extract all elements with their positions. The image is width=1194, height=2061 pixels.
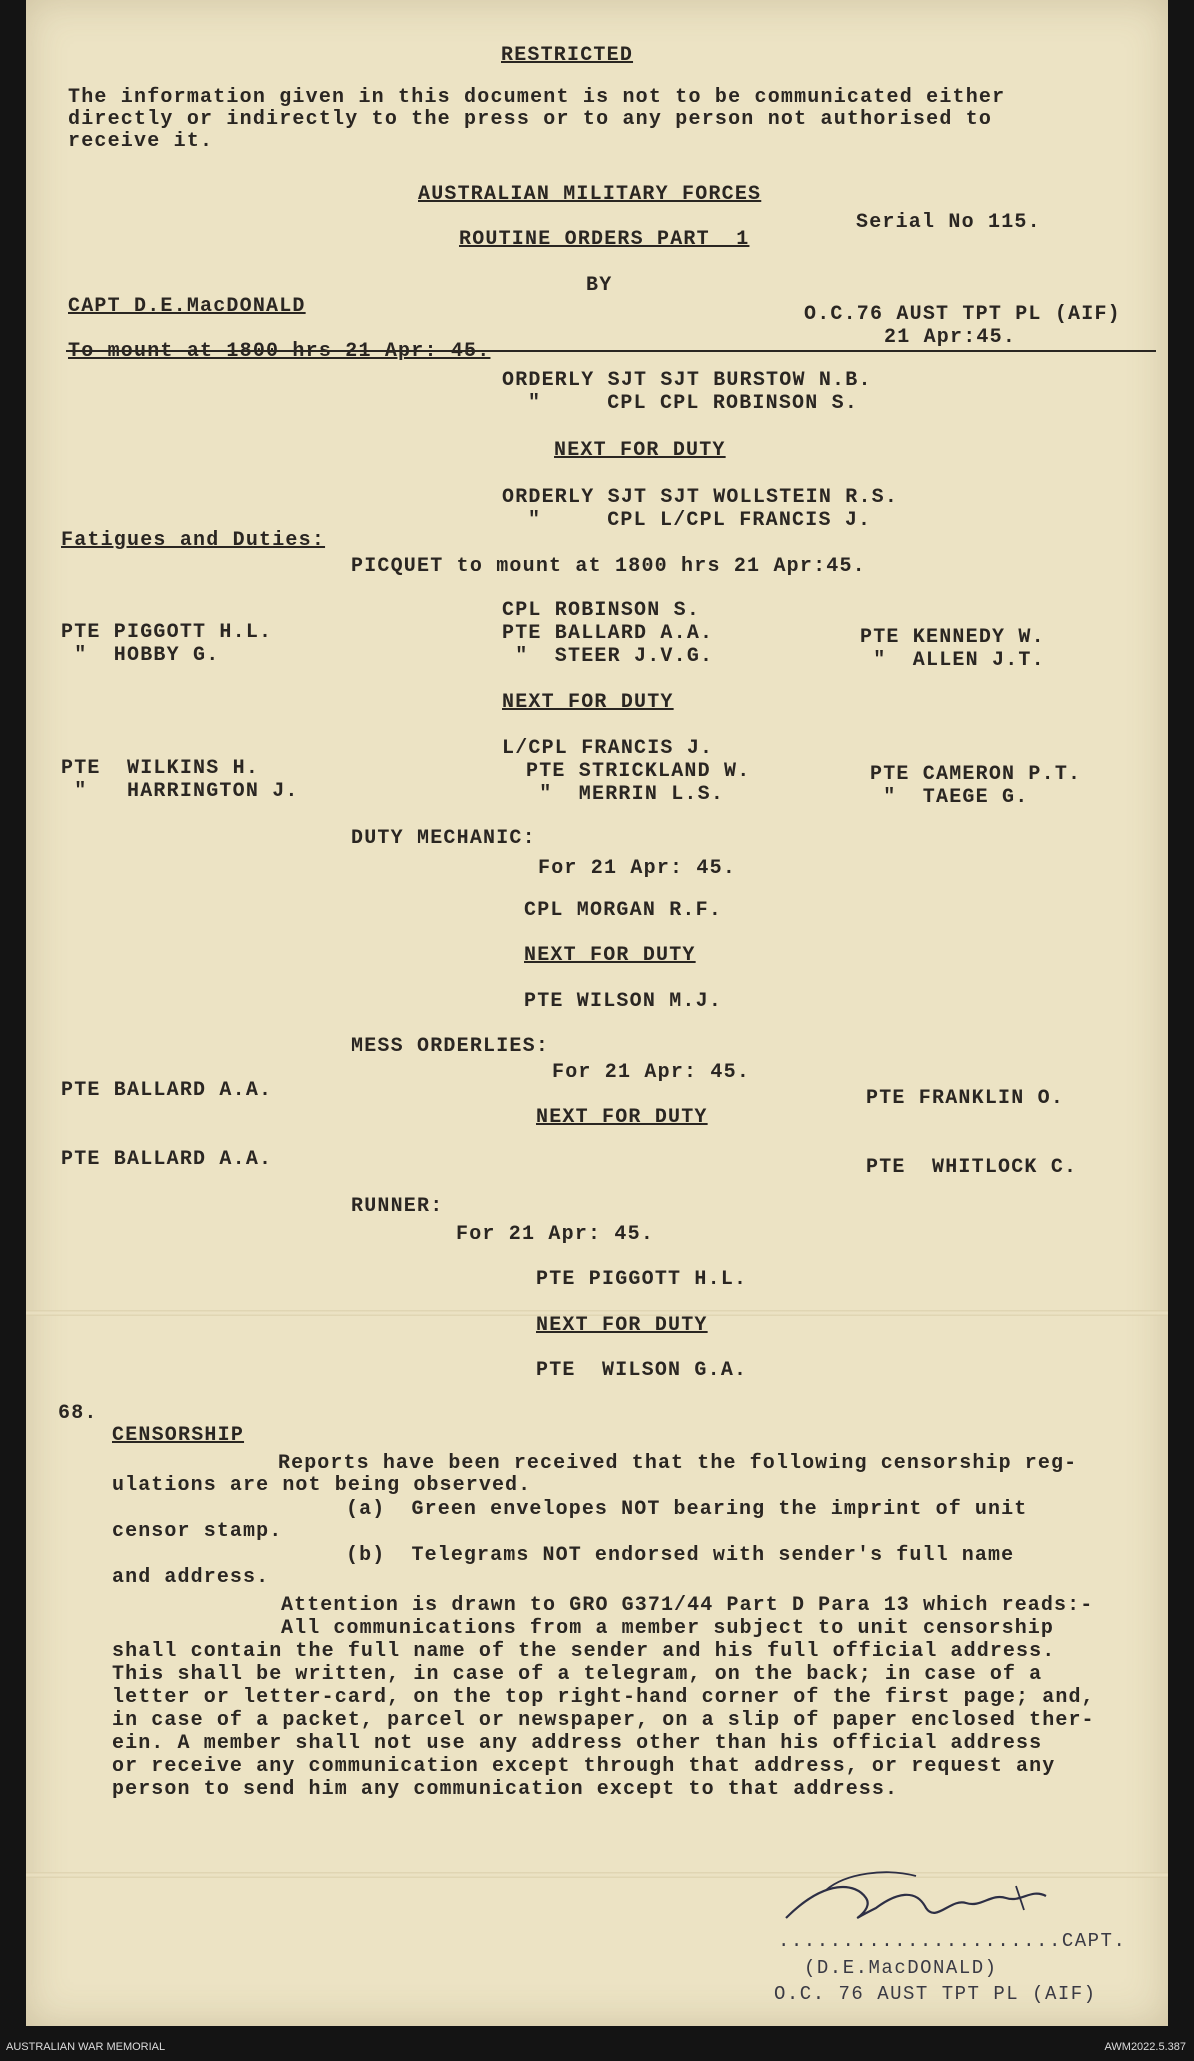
footer-institution: AUSTRALIAN WAR MEMORIAL: [6, 2041, 166, 2053]
next-picquet-mid-3: " MERRIN L.S.: [526, 783, 725, 806]
handwritten-signature: [766, 1868, 1096, 1938]
mount-line: To mount at 1800 hrs 21 Apr: 45.: [68, 340, 491, 363]
signature-line: ......................CAPT.: [778, 1930, 1127, 1952]
next-orderly-sjt: ORDERLY SJT SJT WOLLSTEIN R.S.: [502, 486, 899, 509]
orderly-sjt: ORDERLY SJT SJT BURSTOW N.B.: [502, 369, 872, 392]
picquet-right-2: " ALLEN J.T.: [860, 649, 1045, 672]
censorship-item-b-cont: and address.: [112, 1566, 270, 1589]
censorship-item-a: (a) Green envelopes NOT bearing the imprint of unit: [346, 1498, 1028, 1521]
document-page: [26, 0, 1168, 2026]
mess-orderlies-heading: MESS ORDERLIES:: [351, 1035, 550, 1058]
censorship-body-line: This shall be written, in case of a telegram, on the back; in case of a: [112, 1663, 1043, 1686]
mess-orderly-right: PTE FRANKLIN O.: [866, 1087, 1065, 1110]
picquet-left-1: PTE PIGGOTT H.L.: [61, 621, 273, 644]
title-by: BY: [586, 274, 613, 297]
picquet-line: PICQUET to mount at 1800 hrs 21 Apr:45.: [351, 555, 866, 578]
next-picquet-right-2: " TAEGE G.: [870, 786, 1029, 809]
duty-mechanic-name: CPL MORGAN R.F.: [524, 899, 723, 922]
paragraph-number: 68.: [58, 1402, 98, 1425]
next-picquet-right-1: PTE CAMERON P.T.: [870, 763, 1082, 786]
runner-next: PTE WILSON G.A.: [536, 1359, 748, 1382]
picquet-left-2: " HOBBY G.: [61, 644, 220, 667]
next-picquet-mid-2: PTE STRICKLAND W.: [526, 760, 751, 783]
title-routine-orders: ROUTINE ORDERS PART 1: [459, 228, 750, 251]
censorship-item-b: (b) Telegrams NOT endorsed with sender's full name: [346, 1544, 1015, 1567]
mess-orderlies-date: For 21 Apr: 45.: [552, 1061, 751, 1084]
runner-name: PTE PIGGOTT H.L.: [536, 1268, 748, 1291]
mess-next-left: PTE BALLARD A.A.: [61, 1148, 273, 1171]
mess-orderly-left: PTE BALLARD A.A.: [61, 1079, 273, 1102]
censorship-body-line: ein. A member shall not use any address other than his official address: [112, 1732, 1043, 1755]
censorship-heading: CENSORSHIP: [112, 1424, 245, 1447]
next-picquet-mid-1: L/CPL FRANCIS J.: [502, 737, 714, 760]
duty-mechanic-date: For 21 Apr: 45.: [538, 857, 737, 880]
unit-name: O.C.76 AUST TPT PL (AIF): [804, 303, 1121, 326]
picquet-right-1: PTE KENNEDY W.: [860, 626, 1045, 649]
runner-heading: RUNNER:: [351, 1195, 444, 1218]
notice-line-3: receive it.: [68, 130, 214, 153]
duty-mechanic-heading: DUTY MECHANIC:: [351, 827, 536, 850]
order-date: 21 Apr:45.: [884, 326, 1017, 349]
next-picquet-left-2: " HARRINGTON J.: [61, 780, 299, 803]
censorship-intro-2: ulations are not being observed.: [112, 1474, 532, 1497]
picquet-mid-2: PTE BALLARD A.A.: [502, 622, 714, 645]
censorship-item-a-cont: censor stamp.: [112, 1520, 283, 1543]
picquet-mid-3: " STEER J.V.G.: [502, 645, 714, 668]
notice-line-1: The information given in this document is not to be communicated either: [68, 86, 1006, 109]
fatigues-heading: Fatigues and Duties:: [61, 529, 326, 552]
censorship-body-line: shall contain the full name of the sender and his full official address.: [112, 1640, 1056, 1663]
next-for-duty-heading: NEXT FOR DUTY: [536, 1314, 708, 1337]
next-for-duty-heading: NEXT FOR DUTY: [536, 1106, 708, 1129]
mess-next-right: PTE WHITLOCK C.: [866, 1156, 1078, 1179]
next-for-duty-heading: NEXT FOR DUTY: [524, 944, 696, 967]
serial-number: Serial No 115.: [856, 211, 1041, 234]
signatory-unit: O.C. 76 AUST TPT PL (AIF): [774, 1983, 1097, 2005]
duty-mechanic-next: PTE WILSON M.J.: [524, 990, 723, 1013]
picquet-mid-1: CPL ROBINSON S.: [502, 599, 701, 622]
next-orderly-cpl: " CPL L/CPL FRANCIS J.: [528, 509, 872, 532]
footer-accession-number: AWM2022.5.387: [1104, 2041, 1186, 2053]
next-for-duty-heading: NEXT FOR DUTY: [554, 439, 726, 462]
censorship-body-line: Attention is drawn to GRO G371/44 Part D Para 13 which reads:-: [281, 1594, 1094, 1617]
censorship-intro-1: Reports have been received that the following censorship reg-: [278, 1452, 1078, 1475]
censorship-body-line: or receive any communication except through that address, or request any: [112, 1755, 1056, 1778]
runner-date: For 21 Apr: 45.: [456, 1223, 655, 1246]
officer-name: CAPT D.E.MacDONALD: [68, 295, 306, 318]
censorship-body-line: person to send him any communication except to that address.: [112, 1778, 899, 1801]
restricted-heading: RESTRICTED: [501, 44, 634, 67]
notice-line-2: directly or indirectly to the press or to any person not authorised to: [68, 108, 993, 131]
censorship-body-line: letter or letter-card, on the top right-hand corner of the first page; and,: [112, 1686, 1095, 1709]
signatory-name: (D.E.MacDONALD): [804, 1957, 998, 1979]
censorship-body-line: All communications from a member subject to unit censorship: [281, 1617, 1055, 1640]
censorship-body-line: in case of a packet, parcel or newspaper, on a slip of paper enclosed ther-: [112, 1709, 1095, 1732]
title-forces: AUSTRALIAN MILITARY FORCES: [418, 183, 762, 206]
orderly-cpl: " CPL CPL ROBINSON S.: [528, 392, 859, 415]
next-picquet-left-1: PTE WILKINS H.: [61, 757, 260, 780]
next-for-duty-heading: NEXT FOR DUTY: [502, 691, 674, 714]
